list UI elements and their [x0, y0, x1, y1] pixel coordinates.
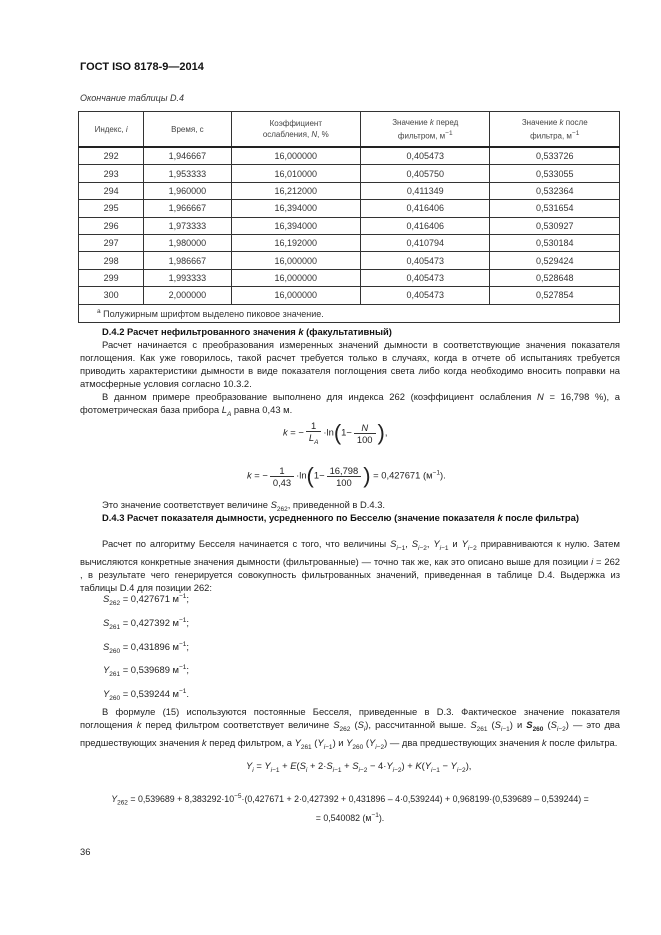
cell-k-after: 0,530184	[490, 234, 620, 251]
cell-k-after: 0,530927	[490, 217, 620, 234]
cell-index: 297	[79, 234, 144, 251]
cell-k-before: 0,405473	[361, 252, 490, 269]
cell-k-after: 0,532364	[490, 182, 620, 199]
cell-time: 1,980000	[144, 234, 231, 251]
data-table-d4	[78, 111, 620, 323]
cell-attenuation: 16,000000	[231, 287, 360, 304]
value-list-item: $S_{261} = 0,427392$ $м^{-1}$;	[103, 617, 189, 631]
table-footnote: $^a$ Полужирным шрифтом выделено пиковое значение.	[79, 304, 620, 322]
cell-attenuation: 16,394000	[231, 217, 360, 234]
cell-index: 299	[79, 269, 144, 286]
cell-index: 292	[79, 147, 144, 165]
cell-k-before: 0,405473	[361, 287, 490, 304]
cell-attenuation: 16,192000	[231, 234, 360, 251]
cell-k-before: 0,411349	[361, 182, 490, 199]
document-header: ГОСТ ISO 8178-9—2014	[80, 61, 204, 73]
table-row	[79, 147, 620, 165]
cell-index: 293	[79, 165, 144, 182]
cell-k-after: 0,528648	[490, 269, 620, 286]
cell-k-after: 0,529424	[490, 252, 620, 269]
formula-k-general: k = − $\frac{1}{L_A}$ ·ln(1− $\frac{N}{100}$ ),	[283, 420, 388, 446]
page-number: 36	[80, 846, 91, 857]
cell-attenuation: 16,000000	[231, 269, 360, 286]
cell-index: 294	[79, 182, 144, 199]
col-header-k-before: Значение k перед фильтром, $м^{-1}$	[361, 112, 490, 148]
cell-attenuation: 16,010000	[231, 165, 360, 182]
cell-k-before: 0,410794	[361, 234, 490, 251]
col-header-k-after: Значение k после фильтра, $м^{-1}$	[490, 112, 620, 148]
col-header-time: Время, с	[144, 112, 231, 148]
section-d43-para1: Расчет по алгоритму Бесселя начинается с того, что величины $S_{i-1}$, $S_{i-2}$, $Y_{i-1}$ и $Y_{i-2}$ приравниваются к нулю. Затем вычисляются конкретные значения дымности (фильтрованные) — точно так же, как это описано выше для позиции i = 262 , в результате чего генерируется совокупность фильтрованных значений, приведенная в таблице D.4. Выдержка из таблицы D.4 для позиции 262:	[80, 538, 620, 593]
cell-attenuation: 16,212000	[231, 182, 360, 199]
cell-k-after: 0,533726	[490, 147, 620, 165]
cell-k-before: 0,416406	[361, 217, 490, 234]
cell-k-before: 0,405473	[361, 147, 490, 165]
value-list-item: $Y_{260} = 0,539244$ $м^{-1}$.	[103, 688, 189, 702]
value-list-item: $S_{260} = 0,431896$ $м^{-1}$;	[103, 641, 189, 655]
section-d42-title: D.4.2 Расчет нефильтрованного значения k (факультативный)	[102, 326, 392, 337]
table-row	[79, 200, 620, 217]
table-row	[79, 234, 620, 251]
section-d42-para2: В данном примере преобразование выполнено для индекса 262 (коэффициент ослабления N = 16,798 %), а фотометрическая база прибора $L_A$ равна 0,43 м.	[80, 391, 620, 418]
cell-k-before: 0,405750	[361, 165, 490, 182]
section-d43-title: D.4.3 Расчет показателя дымности, усредненного по Бесселю (значение показателя k после фильтра)	[102, 512, 579, 523]
cell-time: 1,986667	[144, 252, 231, 269]
cell-time: 1,973333	[144, 217, 231, 234]
cell-index: 295	[79, 200, 144, 217]
table-row	[79, 182, 620, 199]
table-footnote-row	[79, 304, 620, 322]
cell-index: 298	[79, 252, 144, 269]
cell-k-before: 0,416406	[361, 200, 490, 217]
col-header-index: Индекс, i	[79, 112, 144, 148]
cell-k-after: 0,531654	[490, 200, 620, 217]
section-d43-para2: В формуле (15) используются постоянные Бесселя, приведенные в D.3. Фактическое значение показателя поглощения k перед фильтром соответствует величине $S_{262}$ $(S_i)$, рассчитанной выше. $S_{261}$ $(S_{i-1})$ и $S_{260}$ $(S_{i-2})$ — это два предшествующих значения k перед фильтром, а $Y_{261}$ $(Y_{i-1})$ и $Y_{260}$ $(Y_{i-2})$ — два предшествующих значения k после фильтра.	[80, 706, 621, 751]
cell-k-after: 0,533055	[490, 165, 620, 182]
table-caption: Окончание таблицы D.4	[80, 93, 184, 103]
cell-attenuation: 16,000000	[231, 252, 360, 269]
table-row	[79, 165, 620, 182]
cell-attenuation: 16,394000	[231, 200, 360, 217]
cell-time: 1,993333	[144, 269, 231, 286]
cell-time: 2,000000	[144, 287, 231, 304]
value-list-item: $Y_{261} = 0,539689$ $м^{-1}$;	[103, 664, 189, 678]
table-header-row	[79, 112, 620, 148]
cell-time: 1,953333	[144, 165, 231, 182]
cell-time: 1,946667	[144, 147, 231, 165]
table-row	[79, 252, 620, 269]
section-d42-para1: Расчет начинается с преобразования измеренных значений дымности в соответствующие значения показателя поглощения. Как уже говорилось, такой расчет требуется только в случаях, когда в отчете об испытаниях требуется приводить характеристики дымности в виде показателя поглощения света либо когда необходимо вносить поправки на атмосферные условия согласно 10.3.2.	[80, 339, 620, 389]
table-row	[79, 217, 620, 234]
cell-time: 1,966667	[144, 200, 231, 217]
cell-time: 1,960000	[144, 182, 231, 199]
table-row	[79, 287, 620, 304]
section-d42-para3: Это значение соответствует величине $S_{262}$, приведенной в D.4.3.	[102, 499, 386, 513]
cell-index: 296	[79, 217, 144, 234]
table-row	[79, 269, 620, 286]
formula-y262: $Y_{262} = 0,539689 + 8,383292\cdot 10^{-5}\cdot(0,427671 + 2\cdot 0,427392 + 0,431896 - 4\cdot 0,539244) + 0,968199\cdot(0,539689 - 0,539244)$ = = 0,540082 $(м^{-1})$.	[111, 793, 589, 823]
cell-index: 300	[79, 287, 144, 304]
cell-attenuation: 16,000000	[231, 147, 360, 165]
formula-bessel: $Y_i = Y_{i-1} + E(S_i + 2\cdot S_{i-1} + S_{i-2} - 4\cdot Y_{i-2}) + K(Y_{i-1} - Y_{i-2})$,	[246, 760, 472, 774]
cell-k-after: 0,527854	[490, 287, 620, 304]
value-list-item: $S_{262} = 0,427671$ $м^{-1}$;	[103, 593, 189, 607]
cell-k-before: 0,405473	[361, 269, 490, 286]
col-header-attenuation: Коэффициент ослабления, N, %	[231, 112, 360, 148]
formula-k-numeric: k = − $\frac{1}{0,43}$ ·ln(1− $\frac{16,798}{100}$ ) = 0,427671 $(м^{-1})$.	[247, 463, 446, 488]
